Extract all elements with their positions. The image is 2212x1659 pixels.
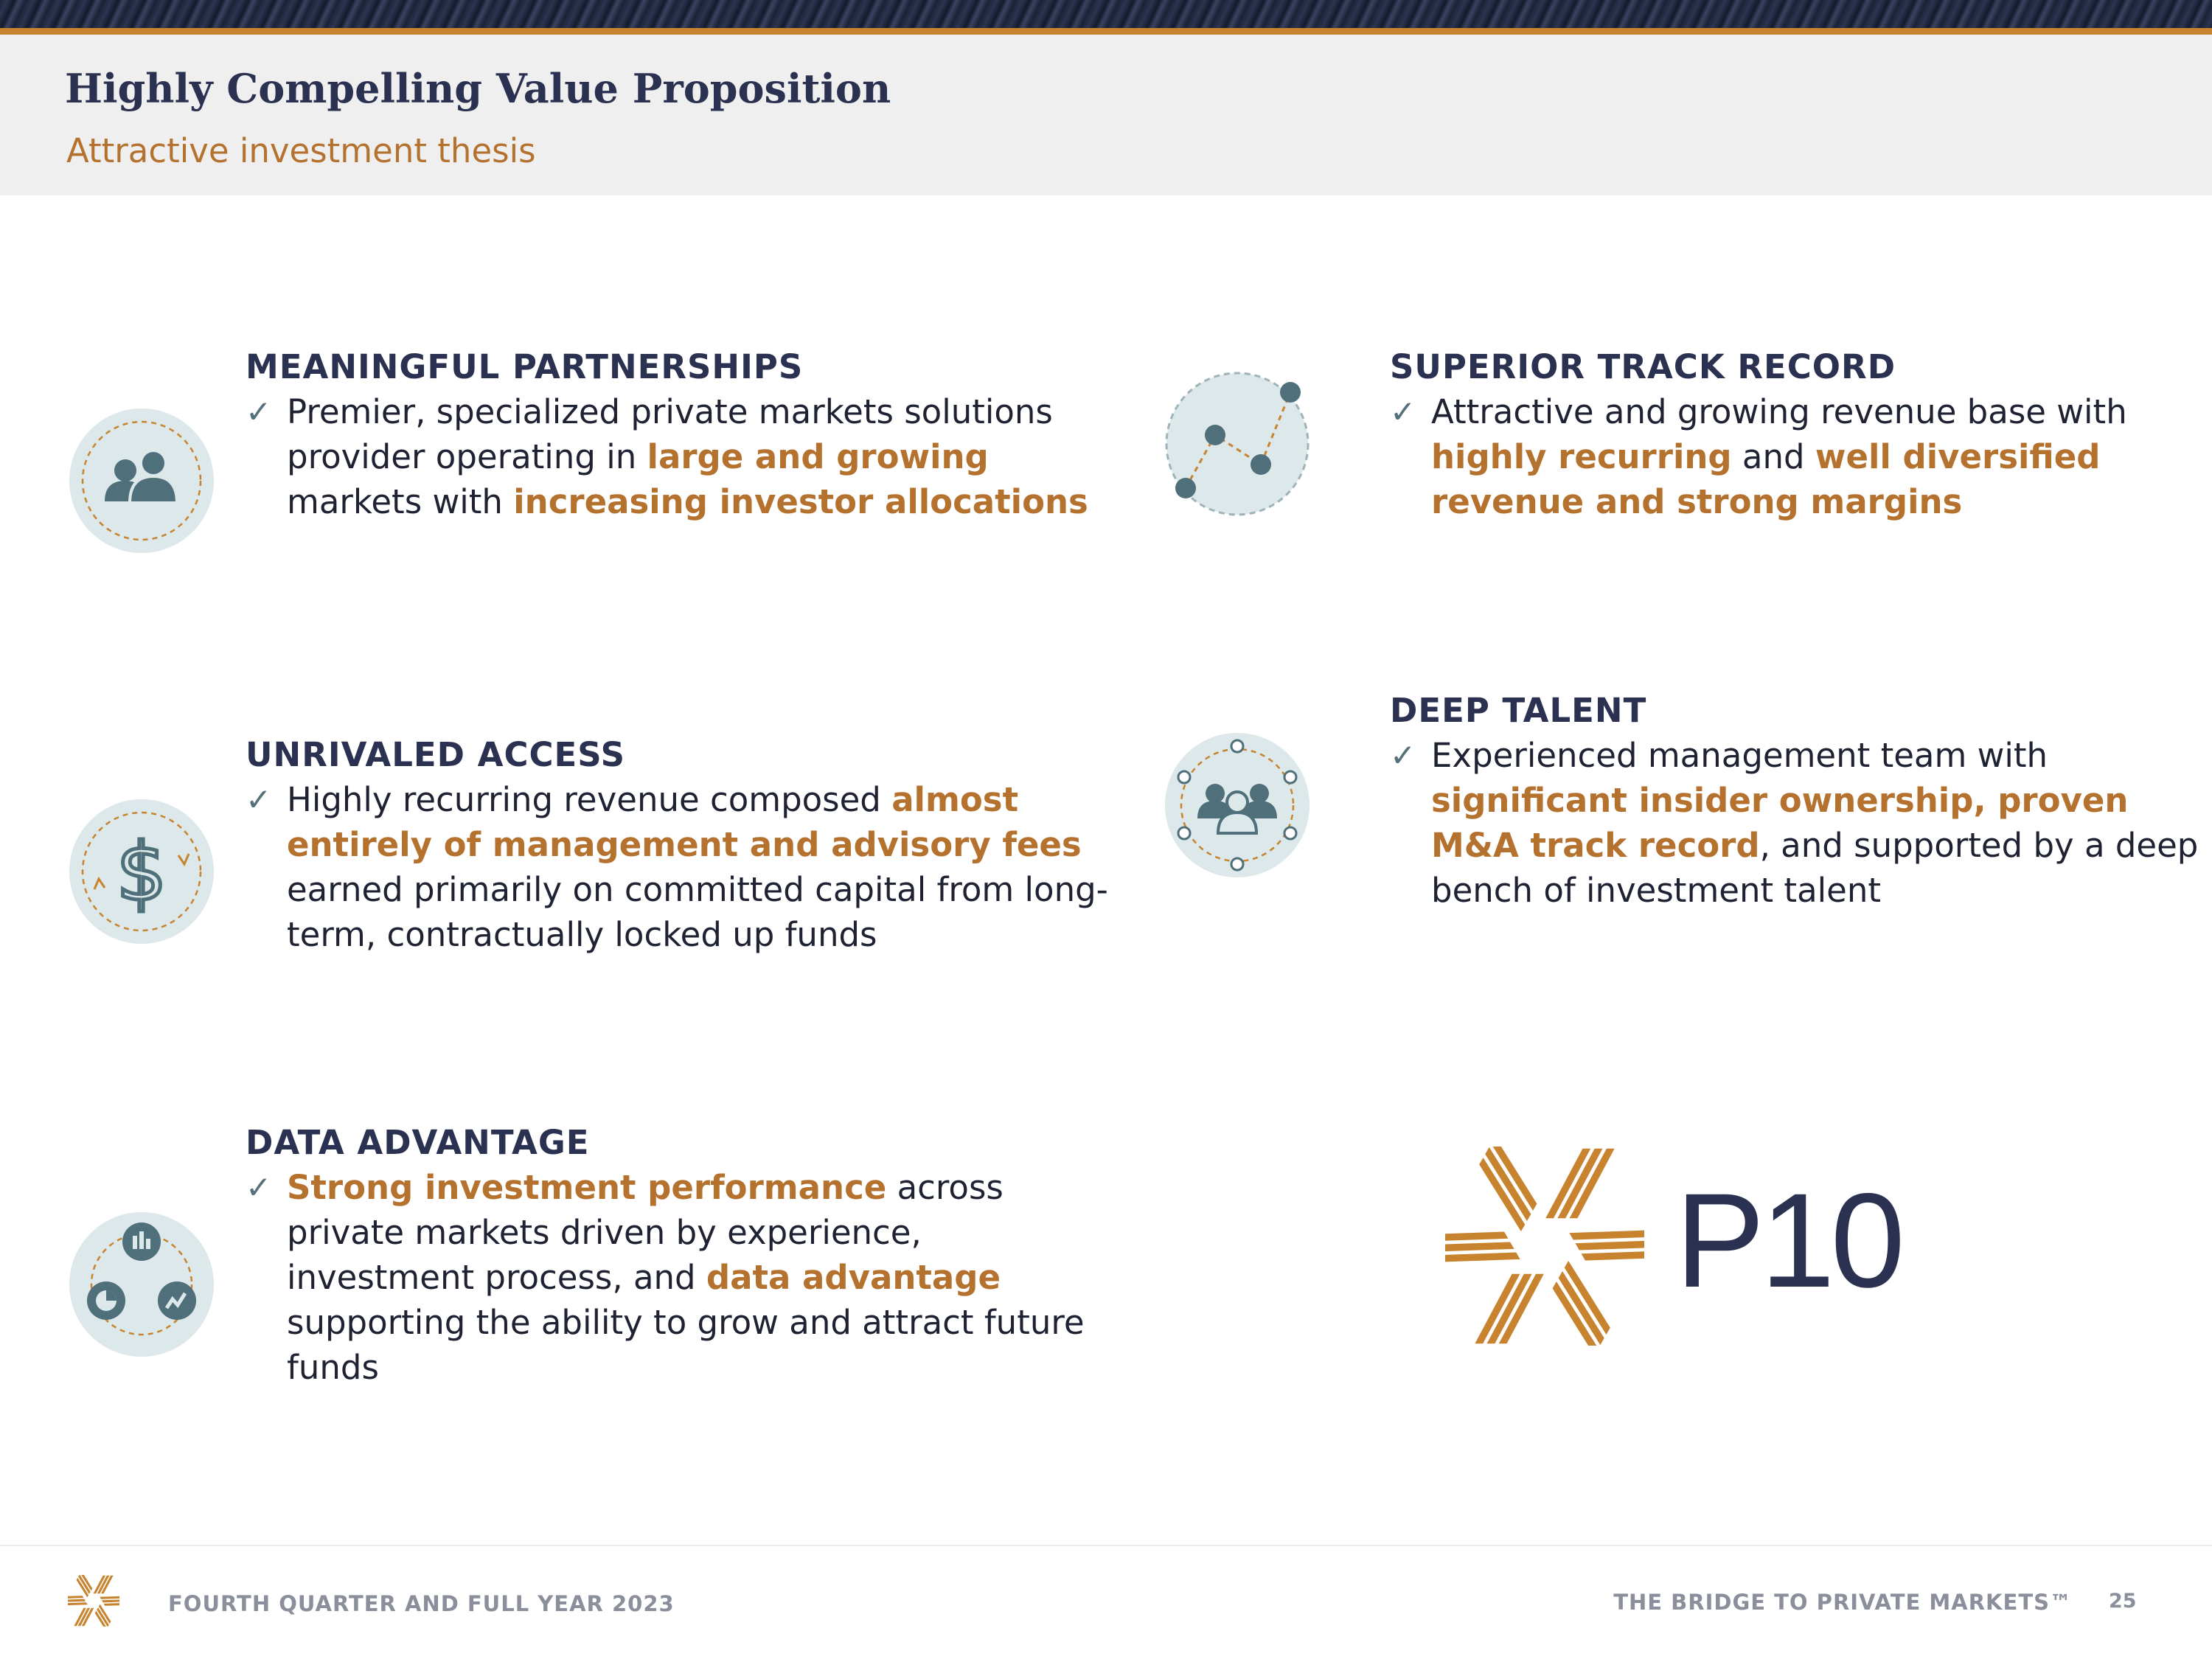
partnerships-heading: MEANINGFUL PARTNERSHIPS — [246, 347, 804, 386]
analytics-icon — [68, 1211, 215, 1358]
footer-divider — [0, 1545, 2212, 1546]
dollar-cycle-icon — [68, 798, 215, 945]
slide-subtitle: Attractive investment thesis — [66, 131, 536, 170]
access-heading: UNRIVALED ACCESS — [246, 735, 626, 774]
data-advantage-bullet: ✓ Strong investment performance across private markets driven by experience, investment process, and data advantage supporting the ability to grow and attract future funds — [246, 1165, 1086, 1390]
talent-heading: DEEP TALENT — [1390, 691, 1647, 730]
team-network-icon — [1164, 731, 1311, 879]
access-block — [246, 733, 1116, 957]
check-icon: ✓ — [246, 782, 272, 818]
check-icon: ✓ — [246, 1169, 272, 1206]
track-record-block — [1390, 345, 2201, 524]
check-icon: ✓ — [1390, 394, 1416, 430]
check-icon: ✓ — [246, 394, 272, 430]
people-pair-icon — [68, 407, 215, 554]
p10-logo-text: P10 — [1675, 1165, 1901, 1315]
track-record-bullet: ✓ Attractive and growing revenue base with highly recurring and well diversified revenue and strong margins — [1390, 389, 2201, 524]
access-bullet: ✓ Highly recurring revenue composed almost entirely of management and advisory fees earned primarily on committed capital from long-term, contractually locked up funds — [246, 777, 1116, 957]
header-panel — [0, 35, 2212, 195]
footer-tagline: THE BRIDGE TO PRIVATE MARKETS™ — [1613, 1590, 2072, 1615]
partnerships-block — [246, 345, 1116, 524]
data-advantage-heading: DATA ADVANTAGE — [246, 1123, 590, 1162]
data-advantage-block — [246, 1121, 1116, 1390]
top-decorative-band — [0, 0, 2212, 28]
top-accent-rule — [0, 28, 2212, 35]
footer-period-label: FOURTH QUARTER AND FULL YEAR 2023 — [168, 1591, 675, 1616]
line-chart-icon — [1164, 370, 1311, 518]
page-number: 25 — [2109, 1590, 2137, 1613]
p10-starburst-logo — [1445, 1147, 1644, 1346]
partnerships-bullet: ✓ Premier, specialized private markets solutions provider operating in large and growing markets with increasing investor allocations — [246, 389, 1116, 524]
track-record-heading: SUPERIOR TRACK RECORD — [1390, 347, 1896, 386]
check-icon: ✓ — [1390, 737, 1416, 773]
slide-title: Highly Compelling Value Proposition — [65, 65, 891, 112]
talent-bullet: ✓ Experienced management team with significant insider ownership, proven M&A track record, and supported by a deep bench of investment talent — [1390, 733, 2201, 913]
footer-p10-logo-icon — [68, 1575, 119, 1627]
talent-block — [1390, 689, 2201, 913]
svg-text:$: $ — [116, 827, 167, 919]
